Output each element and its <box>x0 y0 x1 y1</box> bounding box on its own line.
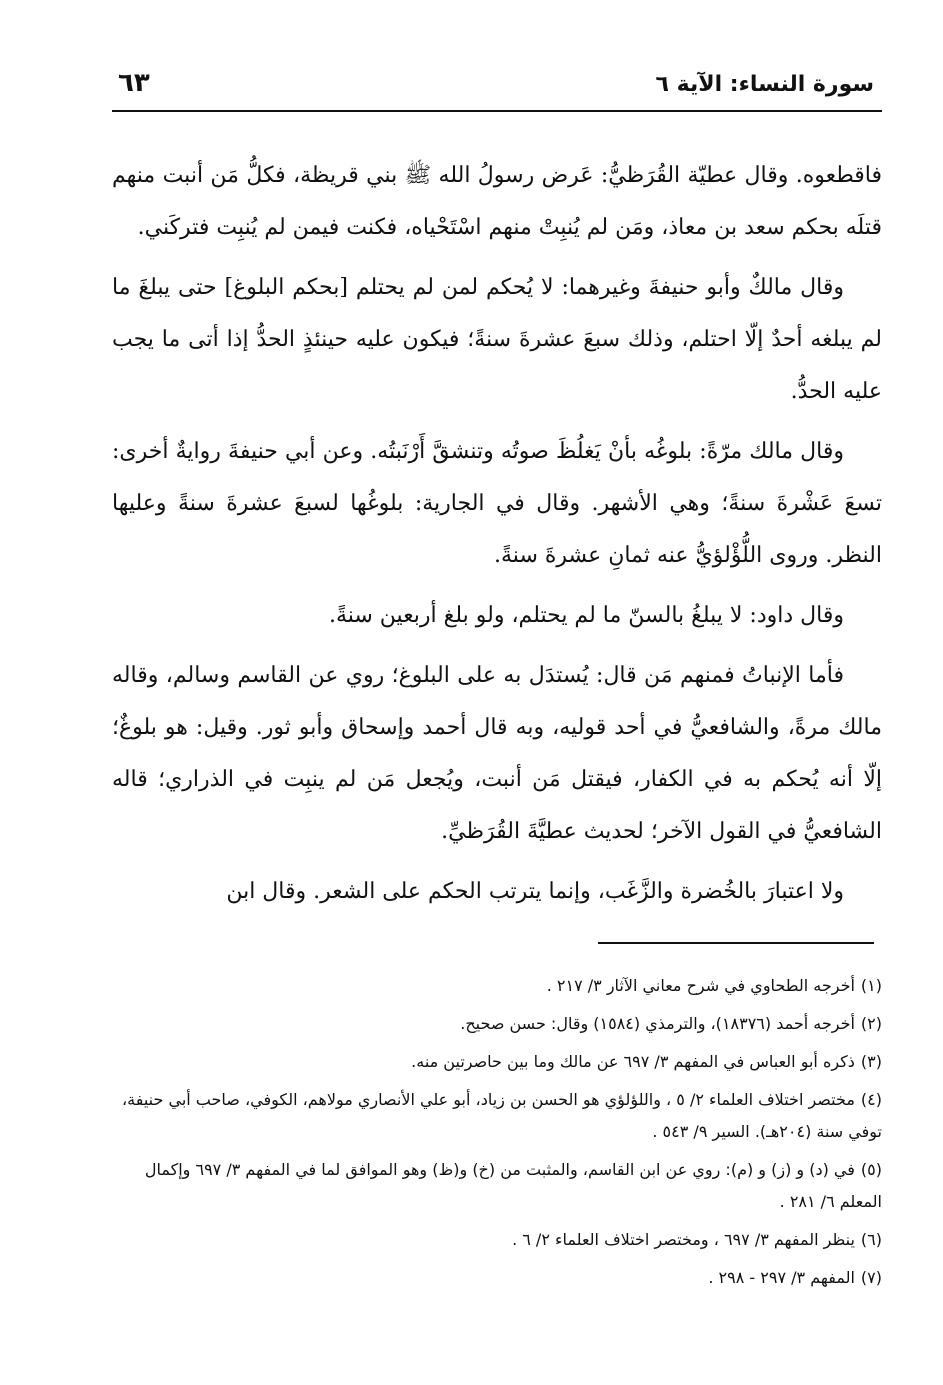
footnote-text: ينظر المفهم ٣/ ٦٩٧ ، ومختصر اختلاف العلماء ٢/ ٦ . <box>512 1230 855 1249</box>
footnote-separator <box>598 942 874 944</box>
paragraph: ولا اعتبارَ بالخُضرة والزَّغَب، وإنما يترتب الحكم على الشعر. وقال ابن <box>226 879 844 904</box>
paragraph: وقال مالكٌ وأبو حنيفةَ وغيرهما: لا يُحكم لمن لم يحتلم [بحكم البلوغ] حتى يبلغَ ما لم يبلغه أحدٌ إلّا احتلم، وذلك سبعَ عشرةَ سنةً؛ فيكون عليه حينئذٍ الحدُّ إذا أتى ما يجب عليه الحدُّ. <box>112 275 882 404</box>
paragraph: فأما الإنباتُ فمنهم مَن قال: يُستدَل به على البلوغ؛ روي عن القاسم وسالم، وقاله مالك مرةً، والشافعيُّ في أحد قوليه، وبه قال أحمد وإسحاق وأبو ثور. وقيل: هو بلوغٌ؛ إلّا أنه يُحكم به في الكفار، فيقتل مَن أنبت، ويُجعل مَن لم ينبِت في الذراري؛ قاله الشافعيُّ في القول الآخر؛ لحديث عطيَّةَ القُرَظيِّ. <box>112 663 882 844</box>
footnote <box>112 970 882 1002</box>
chapter-title: سورة النساء: الآية ٦ <box>655 72 874 97</box>
footnote <box>112 1046 882 1078</box>
footnote-number: (٤) <box>860 1090 882 1109</box>
paragraph: وقال مالك مرّةً: بلوغُه بأنْ يَغلُظَ صوتُه وتنشقَّ أَرْنَبتُه. وعن أبي حنيفةَ روايةٌ أخرى: تسعَ عَشْرةَ سنةً؛ وهي الأشهر. وقال في الجارية: بلوغُها لسبعَ عشرةَ سنةً وعليها النظر. وروى اللُّؤْلؤيُّ عنه ثمانِ عشرةَ سنةً. <box>112 439 882 568</box>
footnote <box>112 1008 882 1040</box>
footnote <box>112 1154 882 1218</box>
page-number: ٦٣ <box>118 68 150 98</box>
footnote-number: (٣) <box>860 1052 882 1071</box>
footnote-number: (٢) <box>860 1014 882 1033</box>
footnote-text: في (د) و (ز) و (م): روي عن ابن القاسم، والمثبت من (خ) و(ظ) وهو الموافق لما في المفهم ٣/ ٦٩٧ وإكمال المعلم ٦/ ٢٨١ . <box>144 1160 882 1211</box>
footnote-text: مختصر اختلاف العلماء ٢/ ٥ ، واللؤلؤي هو الحسن بن زياد، أبو علي الأنصاري مولاهم، الكوفي، صاحب أبي حنيفة، توفي سنة (٢٠٤هـ). السير ٩/ ٥٤٣ . <box>122 1090 882 1141</box>
paragraph: وقال داود: لا يبلغُ بالسنّ ما لم يحتلم، ولو بلغ أربعين سنةً. <box>328 603 844 628</box>
footnote-text: أخرجه الطحاوي في شرح معاني الآثار ٣/ ٢١٧ . <box>546 976 855 995</box>
footnote <box>112 1084 882 1148</box>
footnote-text: ذكره أبو العباس في المفهم ٣/ ٦٩٧ عن مالك وما بين حاصرتين منه. <box>411 1052 855 1071</box>
footnote-text: المفهم ٣/ ٢٩٧ - ٢٩٨ . <box>708 1268 855 1287</box>
footnote-text: أخرجه أحمد (١٨٣٧٦)، والترمذي (١٥٨٤) وقال: حسن صحيح. <box>460 1014 855 1033</box>
footnotes <box>112 970 882 1300</box>
page-header <box>112 66 882 112</box>
footnote-number: (١) <box>860 976 882 995</box>
footnote-number: (٧) <box>860 1268 882 1287</box>
footnote <box>112 1262 882 1294</box>
main-text <box>112 150 882 926</box>
footnote <box>112 1224 882 1256</box>
footnote-number: (٦) <box>860 1230 882 1249</box>
footnote-number: (٥) <box>860 1160 882 1179</box>
paragraph: فاقطعوه. وقال عطيّة القُرَظيُّ: عَرض رسولُ الله ﷺ بني قريظة، فكلُّ مَن أنبت منهم قتلَه بحكم سعد بن معاذ، ومَن لم يُنبِتْ منهم اسْتَحْياه، فكنت فيمن لم يُنبِت فتركَني. <box>112 163 882 240</box>
